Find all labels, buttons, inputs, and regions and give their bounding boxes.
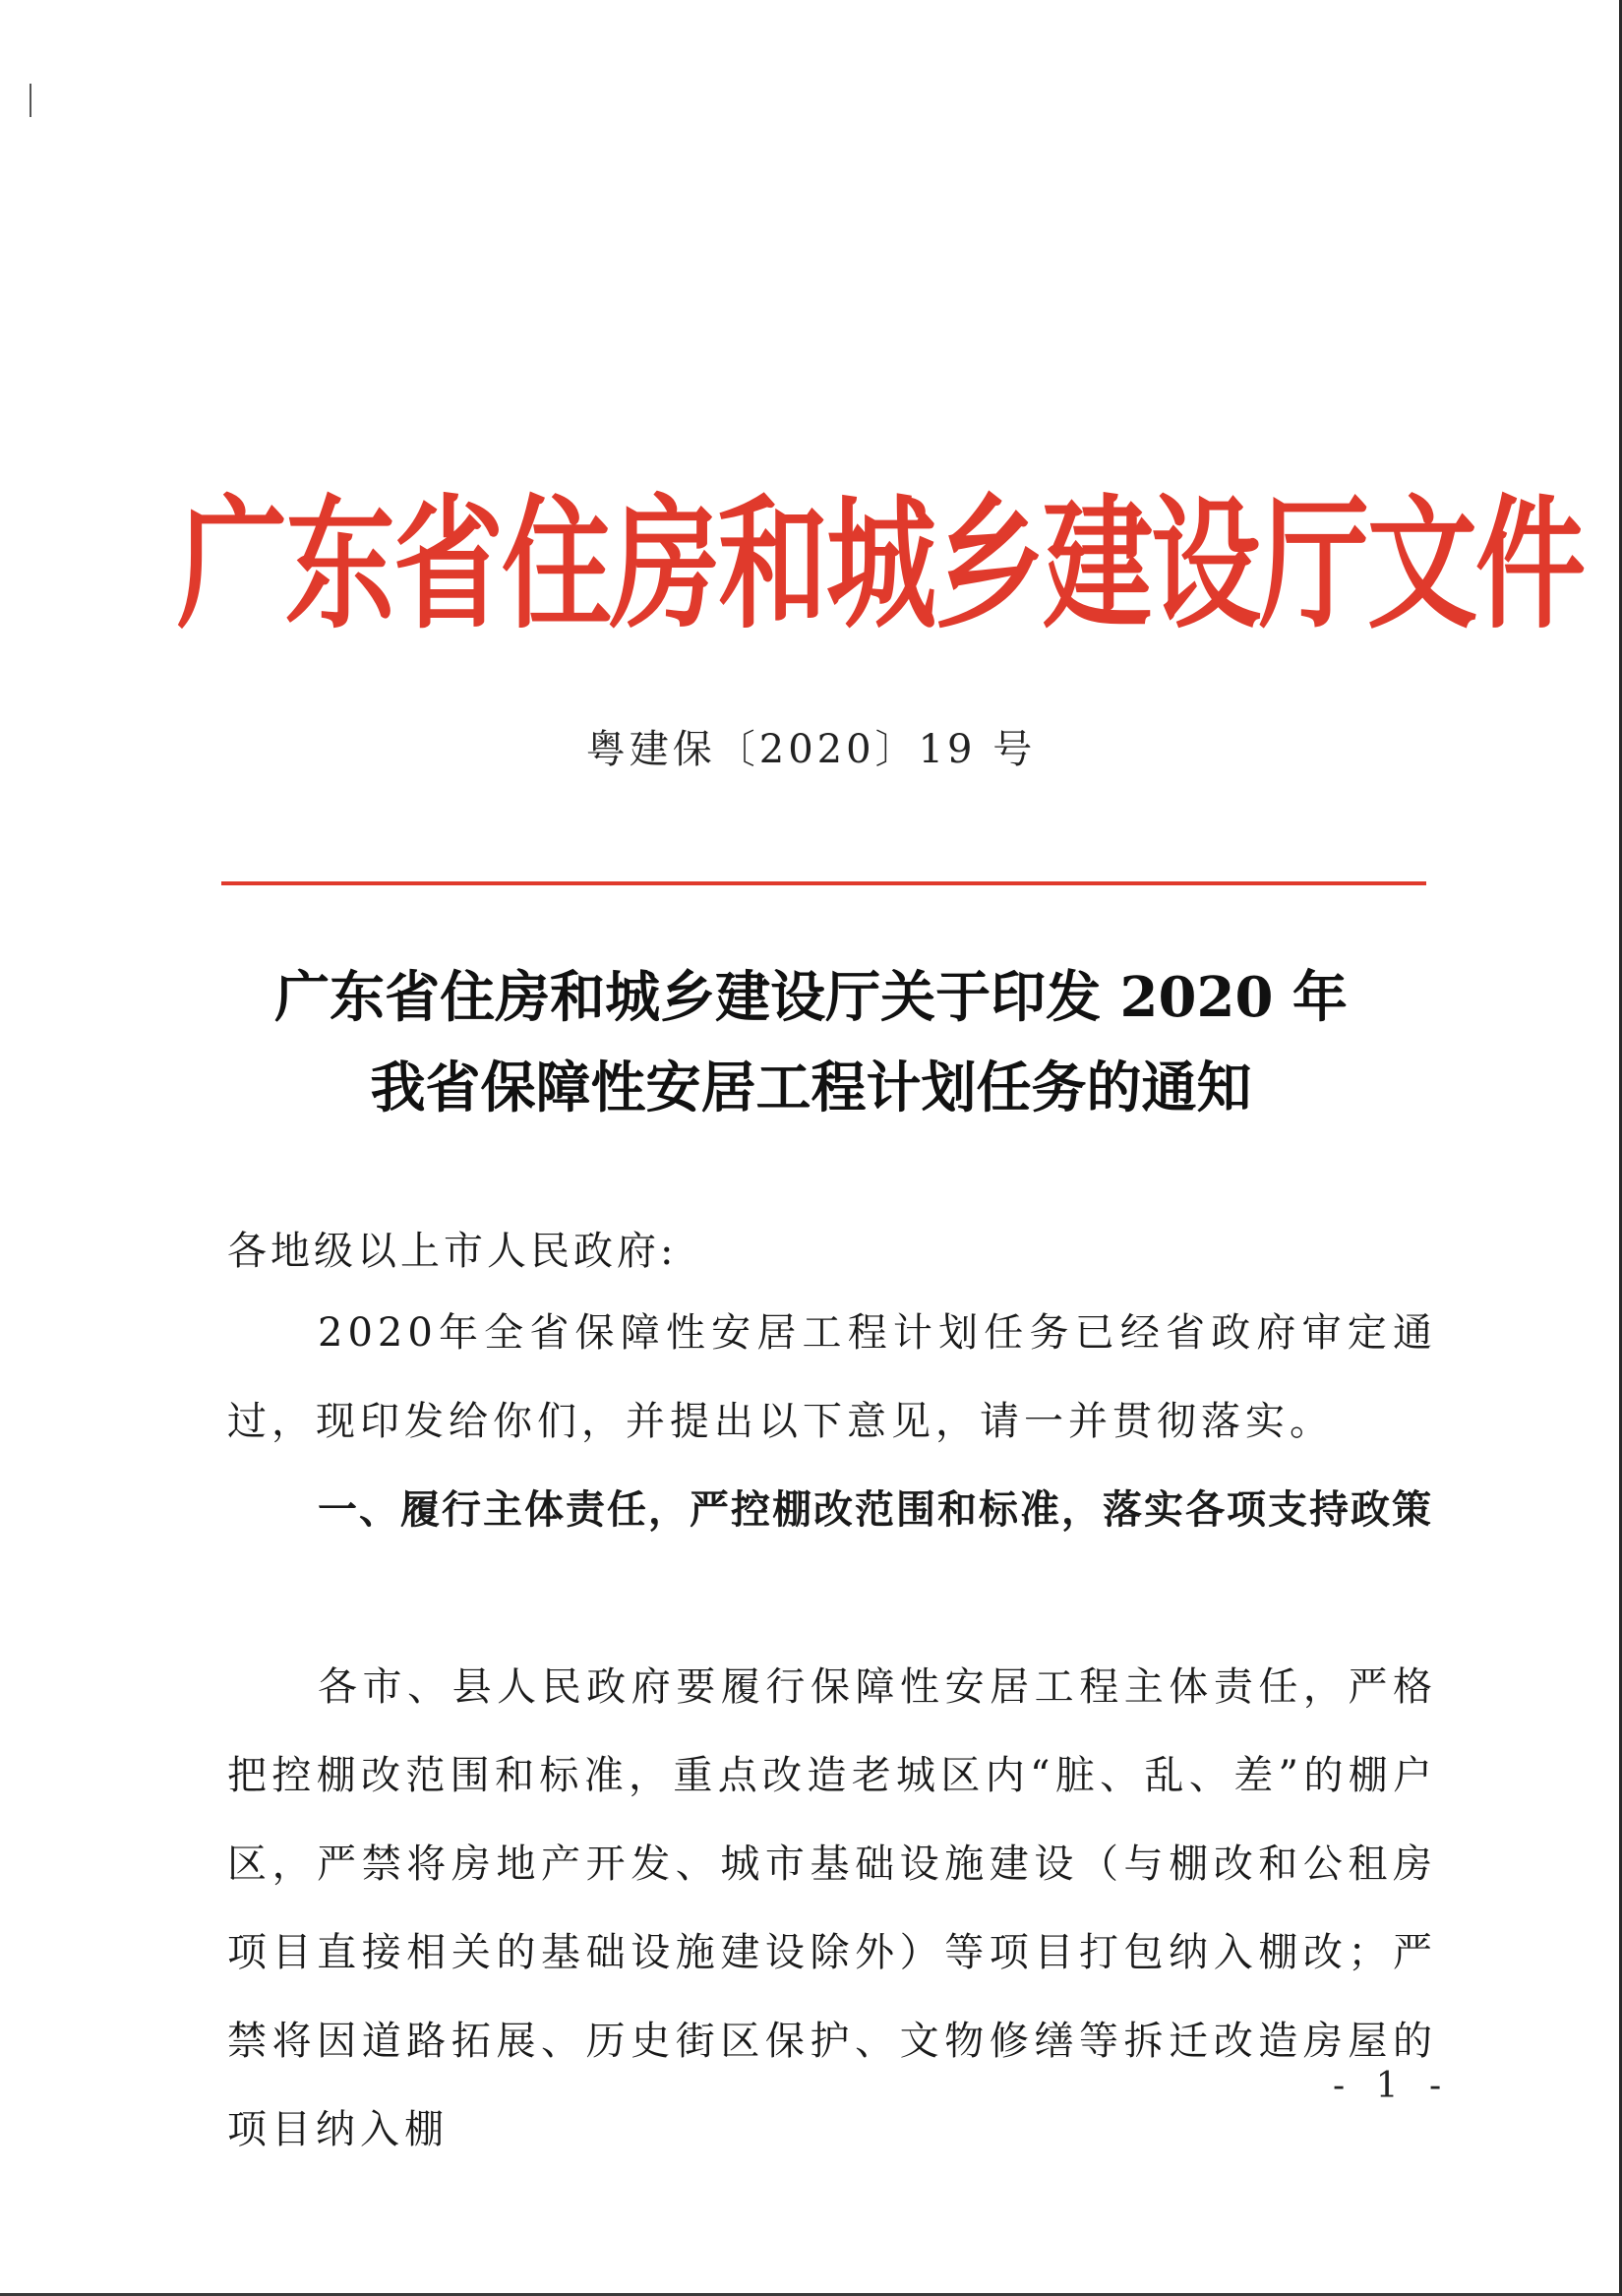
red-divider-line — [221, 881, 1426, 885]
notice-title — [0, 952, 1622, 1133]
section-heading-1: 一、履行主体责任，严控棚改范围和标准，落实各项支持政策 — [318, 1487, 1433, 1533]
issuer-header-title: 广东省住房和城乡建设厅文件 — [177, 482, 1584, 649]
scan-artifact-mark — [30, 84, 31, 117]
document-number: 粤建保〔2020〕19 号 — [585, 727, 1037, 772]
section-1-paragraph: 各市、县人民政府要履行保障性安居工程主体责任，严格把控棚改范围和标准，重点改造老城区内“脏、乱、差”的棚户区，严禁将房地产开发、城市基础设施建设（与棚改和公租房项目直接相关的基础设施建设除外）等项目打包纳入棚改；严禁将因道路拓展、历史街区保护、文物修缮等拆迁改造房屋的项目纳入棚 — [227, 1664, 1437, 2152]
notice-title-line-1: 广东省住房和城乡建设厅关于印发 2020 年 — [274, 965, 1348, 1030]
salutation: 各地级以上市人民政府: — [227, 1229, 678, 1274]
intro-paragraph: 2020年全省保障性安居工程计划任务已经省政府审定通过，现印发给你们，并提出以下意见，请一并贯彻落实。 — [227, 1310, 1437, 1444]
notice-title-line-2: 我省保障性安居工程计划任务的通知 — [370, 1056, 1252, 1120]
page-number: - 1 - — [1333, 2066, 1452, 2106]
